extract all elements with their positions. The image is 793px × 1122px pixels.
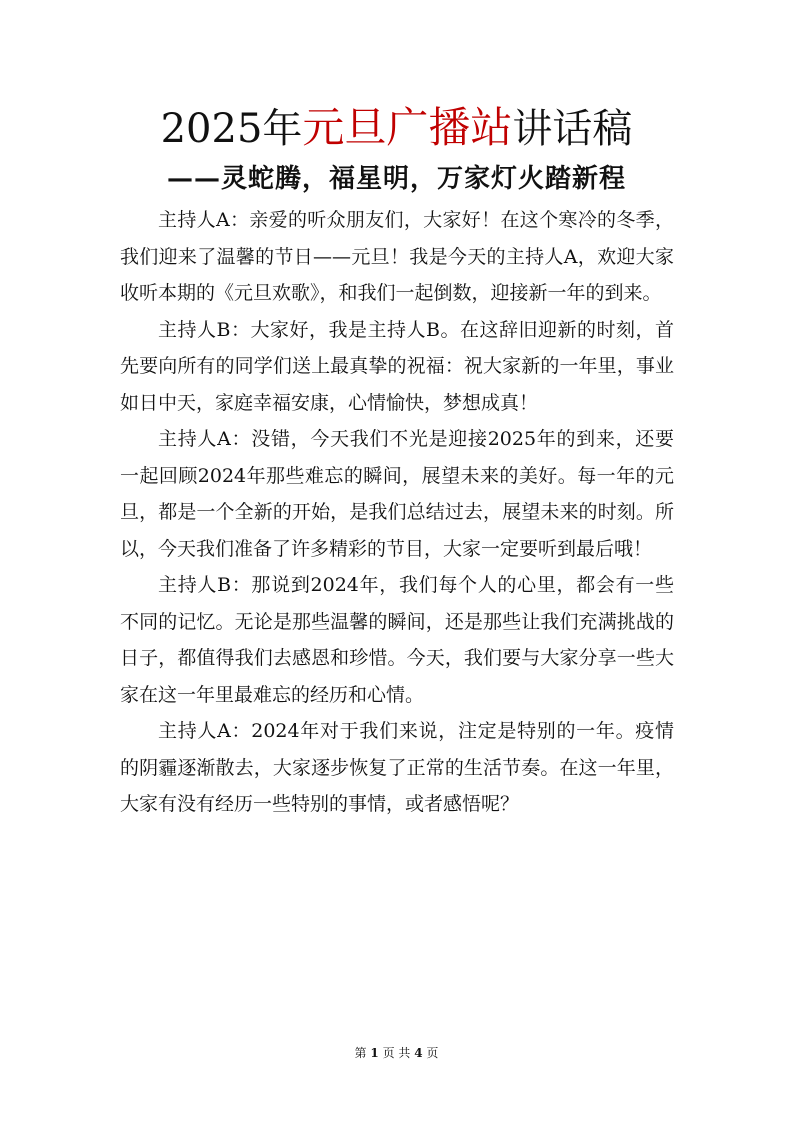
paragraph-2: 主持人B：大家好，我是主持人B。在这辞旧迎新的时刻，首先要向所有的同学们送上最真挚的祝福：祝大家新的一年里，事业如日中天，家庭幸福安康，心情愉快，梦想成真！ (120, 318, 674, 414)
title-year: 2025年 (160, 106, 303, 152)
paragraph-3: 主持人A：没错，今天我们不光是迎接2025年的到来，还要一起回顾2024年那些难忘的瞬间，展望未来的美好。每一年的元旦，都是一个全新的开始，是我们总结过去，展望未来的时刻。所以，今天我们准备了许多精彩的节目，大家一定要听到最后哦！ (120, 428, 674, 560)
footer-current-page: 1 (370, 1046, 379, 1060)
title-highlight: 元旦广播站 (302, 103, 513, 152)
footer-label-after: 页 (426, 1046, 439, 1060)
document-body (120, 202, 674, 823)
footer-label-before: 第 (354, 1046, 367, 1060)
title-suffix: 讲话稿 (512, 106, 633, 152)
paragraph-1: 主持人A：亲爱的听众朋友们，大家好！在这个寒冷的冬季，我们迎来了温馨的节日——元旦！我是今天的主持人A，欢迎大家收听本期的《元旦欢歌》，和我们一起倒数，迎接新一年的到来。 (120, 209, 674, 304)
footer-total-pages: 4 (414, 1046, 423, 1060)
paragraph-5: 主持人A：2024年对于我们来说，注定是特别的一年。疫情的阴霾逐渐散去，大家逐步恢复了正常的生活节奏。在这一年里，大家有没有经历一些特别的事情，或者感悟呢？ (120, 720, 674, 815)
document-subtitle: ——灵蛇腾，福星明，万家灯火踏新程 (166, 164, 626, 194)
paragraph-4: 主持人B：那说到2024年，我们每个人的心里，都会有一些不同的记忆。无论是那些温馨的瞬间，还是那些让我们充满挑战的日子，都值得我们去感恩和珍惜。今天，我们要与大家分享一些大家在这一年里最难忘的经历和心情。 (120, 574, 674, 706)
footer-label-middle: 页 共 (382, 1046, 411, 1060)
document-title (0, 98, 793, 159)
page-footer (0, 1045, 793, 1061)
